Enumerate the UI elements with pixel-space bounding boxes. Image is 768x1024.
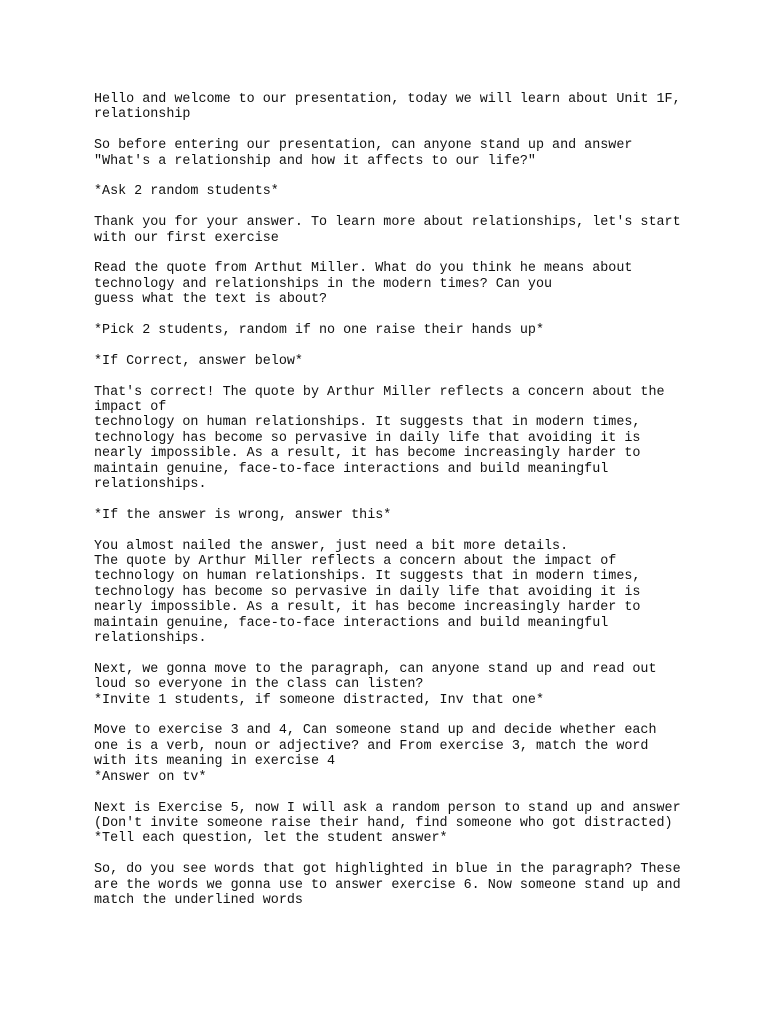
paragraph: [94, 323, 734, 338]
text-line: Next, we gonna move to the paragraph, can anyone stand up and read out: [94, 661, 657, 677]
text-line: You almost nailed the answer, just need a bit more details.: [94, 538, 569, 554]
text-line: loud so everyone in the class can listen?: [94, 677, 424, 693]
text-line: technology on human relationships. It suggests that in modern times,: [94, 569, 641, 585]
paragraph: [94, 215, 734, 246]
text-line: Next is Exercise 5, now I will ask a random person to stand up and answer: [94, 800, 681, 816]
text-line: *Ask 2 random students*: [94, 184, 279, 200]
text-line: *Tell each question, let the student answer*: [94, 831, 448, 847]
paragraph: [94, 862, 734, 908]
text-line: maintain genuine, face-to-face interactions and build meaningful: [94, 615, 609, 631]
paragraph: [94, 261, 734, 307]
document-page: [94, 92, 734, 924]
text-line: with our first exercise: [94, 230, 279, 246]
text-line: So, do you see words that got highlighted in blue in the paragraph? These: [94, 862, 681, 878]
text-line: relationship: [94, 107, 191, 123]
text-line: impact of: [94, 400, 167, 416]
text-line: Read the quote from Arthut Miller. What do you think he means about: [94, 261, 633, 277]
text-line: technology has become so pervasive in daily life that avoiding it is: [94, 584, 641, 600]
paragraph: [94, 385, 734, 493]
paragraph: [94, 723, 734, 785]
text-line: one is a verb, noun or adjective? and From exercise 3, match the word: [94, 738, 649, 754]
paragraph: [94, 539, 734, 647]
text-line: technology on human relationships. It suggests that in modern times,: [94, 415, 641, 431]
text-line: "What's a relationship and how it affects to our life?": [94, 153, 536, 169]
paragraph: [94, 92, 734, 123]
paragraph: [94, 662, 734, 708]
paragraph: [94, 138, 734, 169]
text-line: technology and relationships in the modern times? Can you: [94, 276, 553, 292]
text-line: nearly impossible. As a result, it has become increasingly harder to: [94, 600, 641, 616]
text-line: *Pick 2 students, random if no one raise their hands up*: [94, 323, 544, 339]
text-line: That's correct! The quote by Arthur Miller reflects a concern about the: [94, 384, 665, 400]
text-line: guess what the text is about?: [94, 292, 328, 308]
paragraph: [94, 184, 734, 199]
text-line: Thank you for your answer. To learn more about relationships, let's start: [94, 215, 681, 231]
text-line: technology has become so pervasive in daily life that avoiding it is: [94, 430, 641, 446]
text-line: with its meaning in exercise 4: [94, 754, 336, 770]
paragraph: [94, 508, 734, 523]
text-line: match the underlined words: [94, 892, 303, 908]
text-line: *Answer on tv*: [94, 769, 207, 785]
paragraph: [94, 801, 734, 847]
text-line: So before entering our presentation, can anyone stand up and answer: [94, 138, 633, 154]
text-line: are the words we gonna use to answer exercise 6. Now someone stand up and: [94, 877, 681, 893]
text-line: *If the answer is wrong, answer this*: [94, 507, 392, 523]
text-line: relationships.: [94, 631, 207, 647]
text-line: maintain genuine, face-to-face interactions and build meaningful: [94, 461, 609, 477]
text-line: *Invite 1 students, if someone distracted, Inv that one*: [94, 692, 544, 708]
text-line: relationships.: [94, 477, 207, 493]
text-line: nearly impossible. As a result, it has become increasingly harder to: [94, 446, 641, 462]
text-line: *If Correct, answer below*: [94, 353, 303, 369]
text-line: Hello and welcome to our presentation, today we will learn about Unit 1F,: [94, 92, 681, 107]
text-line: (Don't invite someone raise their hand, find someone who got distracted): [94, 815, 673, 831]
paragraph: [94, 354, 734, 369]
text-line: The quote by Arthur Miller reflects a concern about the impact of: [94, 554, 617, 570]
text-line: Move to exercise 3 and 4, Can someone stand up and decide whether each: [94, 723, 657, 739]
